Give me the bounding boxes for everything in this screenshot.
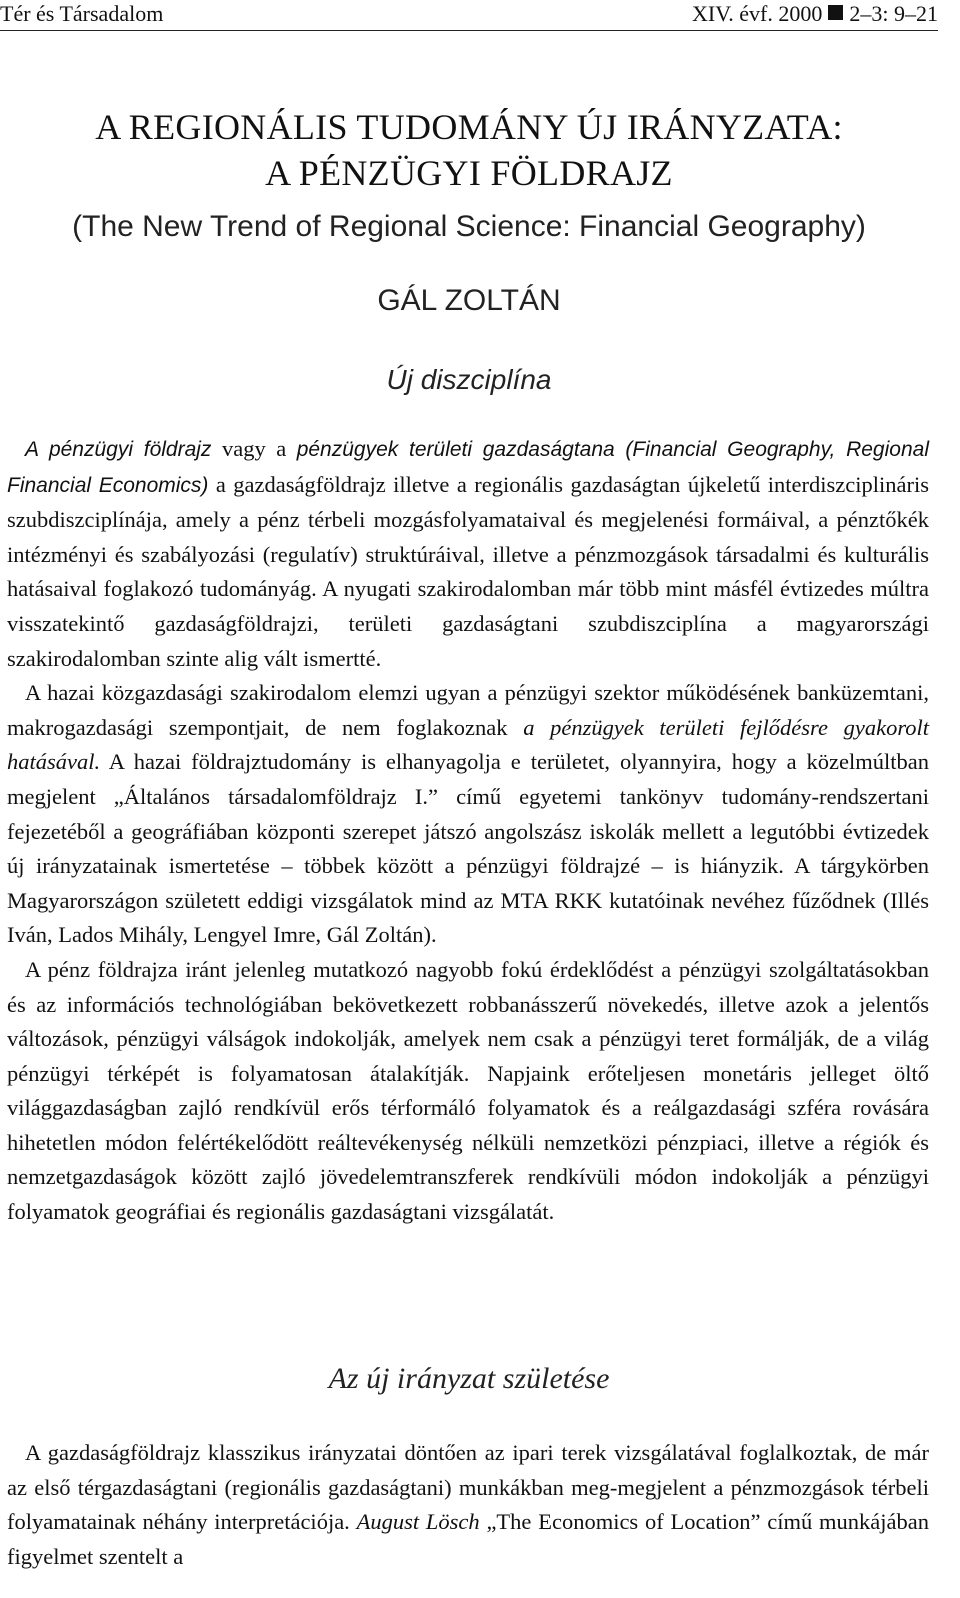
paragraph-4-text-a: A gazdaságföldrajz klasszikus irányzatai döntően az ipari terek vizsgálatával foglalkoztak, de már az első térgazdaságtani (regionális gazdaságtani) munkákban meg-megjelent a pénzmozgások térbeli folyamatainak néhány interpretációja. xyxy=(7,1440,929,1535)
paragraph-2-emphasis: a pénzügyek területi fejlődésre gyakorolt hatásával. xyxy=(7,714,929,775)
issue-pages: 2–3: 9–21 xyxy=(849,1,938,26)
paragraph-3: A pénz földrajza iránt jelenleg mutatkozó nagyobb fokú érdeklődést a pénzügyi szolgáltatásokban és az információs technológiában bekövetkezett robbanásszerű növekedés, illetve azok a jelentős változások, pénzügyi válságok indokolják, amelyek nem csak a pénzügyi teret formálják, de a világ pénzügyi térképét is folyamatosan átalakítják. Napjaink erőteljesen monetáris jelleget öltő világgazdaságban zajló rendkívül erős térformáló folyamatok és a reálgazdasági szféra rovására hihetetlen módon felértékelődött reáltevékenység nélküli nemzetközi pénzpiaci, illetve a régiók és nemzetgazdaságok között zajló jövedelemtranszferek rendkívüli módon indokolják a pénzügyi folyamatok geográfiai és regionális gazdaságtani vizsgálatát. xyxy=(7,956,929,1225)
paragraph-1-connector: vagy a xyxy=(211,436,297,461)
paragraph-2-text-a: A hazai közgazdasági szakirodalom elemzi ugyan a pénzügyi szektor működésének banküzemtani, makrogazdasági szempontjait, de nem foglakoznak xyxy=(7,680,929,740)
author-reference-losch: August Lösch xyxy=(356,1509,480,1535)
section-heading-1: Új diszciplína xyxy=(386,364,552,395)
section-heading-2: Az új irányzat születése xyxy=(328,1362,610,1395)
paragraph-4-text-b: „The Economics of Location” című munkájában figyelmet szentelt a xyxy=(7,1509,930,1569)
term-regional-financial-economics: pénzügyek területi gazdaságtana (Financial Geography, Regional Financial Economics) xyxy=(7,438,929,497)
term-financial-geography: A pénzügyi földrajz xyxy=(25,438,212,461)
article-title xyxy=(0,104,938,196)
title-line-2: A PÉNZÜGYI FÖLDRAJZ xyxy=(265,153,673,193)
author-name: GÁL ZOLTÁN xyxy=(377,284,561,317)
issue-info xyxy=(692,0,938,28)
paragraph-2 xyxy=(7,676,929,953)
body-text-section-1 xyxy=(7,432,929,1230)
paragraph-1-text: a gazdaságföldrajz illetve a regionális gazdaságtan újkeletű interdiszciplináris szubdiszciplínája, amely a pénz térbeli mozgásfolyamataival és megjelenési formáival, a pénztőkék intézményi és szabályozási (regulatív) struktúráival, illetve a pénzmozgások társadalmi és kulturális hatásaival foglakozó tudományág. A nyugati szakirodalomban már több mint másfél évtizedes múltra visszatekintő gazdaságföldrajzi, területi gazdaságtani szubdiszciplína a magyarországi szakirodalomban szinte alig vált ismertté. xyxy=(7,471,929,671)
paragraph-1 xyxy=(7,432,929,676)
issue-volume-year: XIV. évf. 2000 xyxy=(692,1,823,26)
title-line-1: A REGIONÁLIS TUDOMÁNY ÚJ IRÁNYZATA: xyxy=(95,107,843,147)
paragraph-2-text-b: A hazai földrajztudomány is elhanyagolja e területet, olyannyira, hogy a közelmúltban megjelent „Általános társadalomföldrajz I.” című egyetemi tankönyv tudomány-rendszertani fejezetéből a geográfiában központi szerepet játszó angolszász iskolák mellett a legutóbbi évtizedek új irányzatainak ismertetése – többek között a pénzügyi földrajzé – is hiányzik. A tárgykörben Magyarországon született eddigi vizsgálatok mind az MTA RKK kutatóinak nevéhez fűződnek (Illés Iván, Lados Mihály, Lengyel Imre, Gál Zoltán). xyxy=(7,749,929,948)
journal-name: Tér és Társadalom xyxy=(0,1,164,26)
english-title: (The New Trend of Regional Science: Financial Geography) xyxy=(72,210,866,243)
body-text-section-2 xyxy=(7,1436,929,1574)
running-header xyxy=(0,0,938,31)
paragraph-4 xyxy=(7,1436,929,1574)
square-bullet-icon xyxy=(828,5,843,20)
